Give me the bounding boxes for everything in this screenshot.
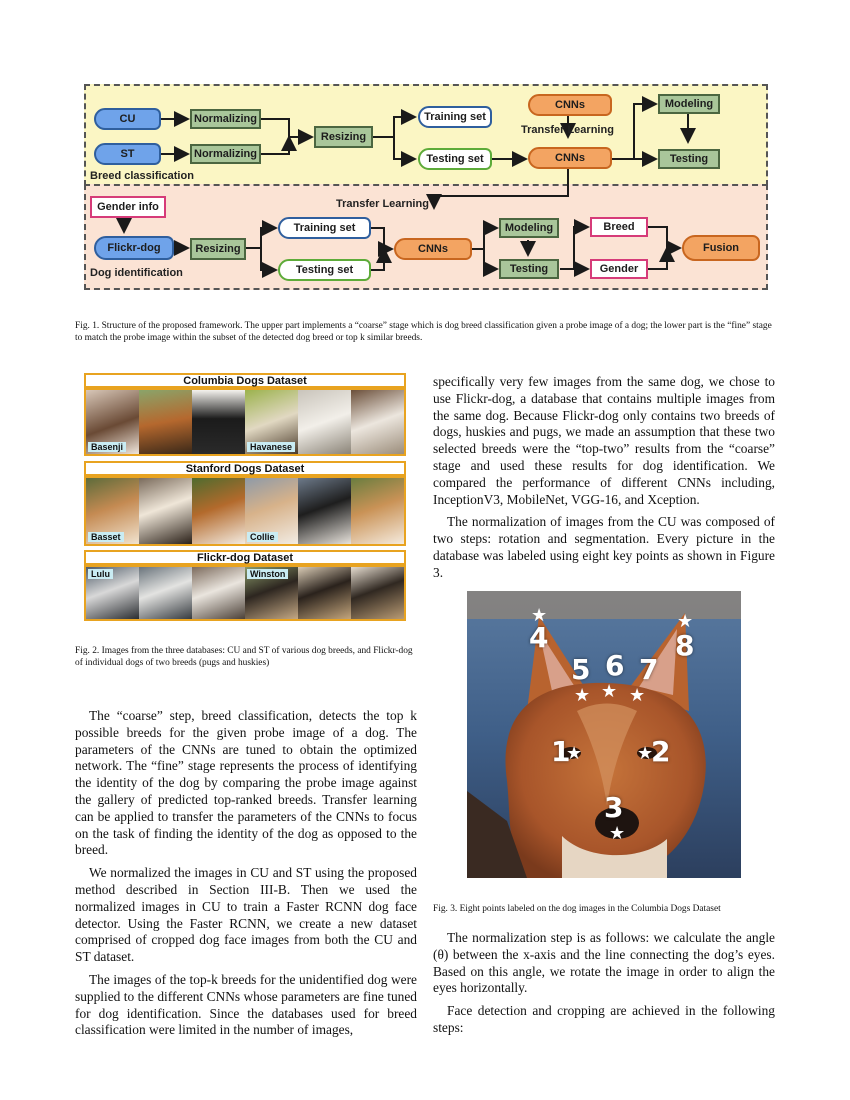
dog-photo (351, 390, 404, 454)
paragraph: The images of the top-k breeds for the unidentified dog were supplied to the different CNNs whose parameters are fine tuned for dog identification. Since the databases used for breed classification were limited in the number of images, (75, 971, 417, 1038)
paragraph: The normalization of images from the CU was composed of two steps: rotation and segmentation. Every picture in the database was labeled using eight key points as shown in Figure 3. (433, 514, 775, 580)
dog-photo (298, 390, 351, 454)
fig2-caption: Fig. 2. Images from the three databases: CU and ST of various dog breeds, and Flickr-dog of individual dogs of two breeds (pugs and huskies) (75, 646, 413, 668)
dog-photo (351, 567, 404, 619)
testing-top-node (658, 149, 720, 169)
star-icon: ★ (609, 823, 626, 844)
training-set-label: Training set (424, 111, 486, 123)
basenji-label: Basenji (88, 442, 126, 452)
havanese-label: Havanese (247, 442, 295, 452)
keypoint-2-label: 2 (651, 735, 671, 768)
breed-classification-label: Breed classification (90, 170, 194, 182)
keypoint-7-label: 7 (639, 653, 659, 686)
st-dataset-node (94, 143, 161, 165)
columbia-title: Columbia Dogs Dataset (84, 373, 406, 388)
keypoint-3-label: 3 (604, 791, 624, 824)
star-icon: ★ (574, 685, 591, 706)
keypoint-5-label: 5 (571, 653, 591, 686)
testing-label: Testing (669, 153, 709, 165)
flickr-images (84, 565, 406, 621)
dog-photo (351, 478, 404, 544)
star-icon: ★ (637, 743, 654, 764)
left-column (75, 708, 417, 1039)
dog-face-illustration (467, 591, 741, 878)
modeling-label: Modeling (504, 222, 554, 234)
datasets-figure (84, 373, 406, 621)
dog-photo (245, 390, 298, 454)
testing-set-label: Testing set (295, 264, 354, 276)
star-icon: ★ (677, 611, 694, 632)
basset-label: Basset (88, 532, 124, 542)
dog-photo (86, 567, 139, 619)
breed-node (590, 217, 648, 237)
paragraph: We normalized the images in CU and ST using the proposed method described in Section III-B. Then we used the normalized images in CU to train a Faster RCNN dog face detector. Using the Faster RCNN, we create a new dataset comprised of cropped dog face images from both the CU and ST dataset. (75, 865, 417, 965)
star-icon: ★ (629, 685, 646, 706)
flickr-title: Flickr-dog Dataset (84, 550, 406, 565)
dog-photo (139, 567, 192, 619)
dog-photo (298, 567, 351, 619)
keypoint-1-label: 1 (551, 735, 571, 768)
resizing-label: Resizing (320, 131, 367, 143)
stanford-title: Stanford Dogs Dataset (84, 461, 406, 476)
keypoints-figure (467, 591, 741, 878)
training-set-bottom-node (278, 217, 371, 239)
dog-photo (192, 390, 245, 454)
flickr-dog-label: Flickr-dog (107, 242, 161, 254)
dog-photo (245, 478, 298, 544)
dog-photo (298, 478, 351, 544)
transfer-learning-top-label: Transfer Learning (521, 124, 614, 136)
normalizing-label: Normalizing (194, 148, 257, 160)
dog-photo (245, 567, 298, 619)
dog-photo (86, 478, 139, 544)
gender-node (590, 259, 648, 279)
st-label: ST (120, 148, 135, 160)
dog-photo (139, 390, 192, 454)
dog-photo (139, 478, 192, 544)
flickr-dog-dataset-node (94, 236, 174, 260)
gender-info-node (90, 196, 166, 218)
paragraph: The “coarse” step, breed classification, detects the top k possible breeds for the given probe image of a dog. The parameters of the CNNs are tuned to obtain the optimized network. The “fine” stage represents the process of identifying the identity of the dog by comparing the probe image against the gallery of predicted top-ranked breeds. Transfer learning can be applied to transfer the parameters of the CNNs to focus on the task of finding the identity of the dog as opposed to the breed. (75, 708, 417, 858)
fusion-label: Fusion (702, 242, 740, 254)
normalizing-st-node (190, 144, 261, 164)
dog-photo (192, 478, 245, 544)
normalizing-cu-node (190, 109, 261, 129)
collie-label: Collie (247, 532, 278, 542)
cnns-breed-node (528, 147, 612, 169)
resizing-label: Resizing (195, 243, 241, 255)
modeling-top-node (658, 94, 720, 114)
testing-set-top-node (418, 148, 492, 170)
right-column-top (433, 374, 775, 582)
cnns-label: CNNs (555, 152, 585, 164)
cnns-identification-node (394, 238, 472, 260)
stanford-images (84, 476, 406, 546)
cnns-label: CNNs (555, 99, 585, 111)
training-set-top-node (418, 106, 492, 128)
testing-label: Testing (509, 263, 549, 275)
star-icon: ★ (601, 681, 618, 702)
lulu-label: Lulu (88, 569, 113, 579)
star-icon: ★ (566, 743, 583, 764)
keypoint-4-label: 4 (529, 621, 549, 654)
modeling-label: Modeling (664, 98, 714, 110)
cnns-label: CNNs (418, 243, 448, 255)
normalizing-label: Normalizing (194, 113, 257, 125)
paragraph: specifically very few images from the same dog, we chose to use Flickr-dog, a database that contains multiple images from the same dog. Because Flickr-dog only contains two breeds of dogs, huskies and pugs, we made an assumption that these two selected breeds were the “top-two” results from the “coarse” stage and used these results for dog identification. We compared the performance of different CNNs including, InceptionV3, MobileNet, VGG-16, and Xception. (433, 374, 775, 507)
dog-photo (192, 567, 245, 619)
fig3-caption: Fig. 3. Eight points labeled on the dog images in the Columbia Dogs Dataset (433, 904, 721, 914)
testing-set-bottom-node (278, 259, 371, 281)
fig1-caption: Fig. 1. Structure of the proposed framework. The upper part implements a “coarse” stage which is dog breed classification given a probe image of a dog; the lower part is the “fine” stage to match the probe image within the subset of the detected dog breed or top k similar breeds. (75, 321, 772, 343)
cnns-pretrained-node (528, 94, 612, 116)
testing-bottom-node (499, 259, 559, 279)
paragraph: The normalization step is as follows: we calculate the angle (θ) between the x-axis and the line connecting the dog’s eyes. Based on this angle, we rotate the image in order to align the eyes horizontally. (433, 930, 775, 996)
training-set-label: Training set (293, 222, 356, 234)
modeling-bottom-node (499, 218, 559, 238)
winston-label: Winston (247, 569, 288, 579)
resizing-top-node (314, 126, 373, 148)
columbia-images (84, 388, 406, 456)
gender-label: Gender (599, 263, 639, 275)
dog-identification-label: Dog identification (90, 267, 183, 279)
framework-figure (84, 84, 766, 288)
paragraph: Face detection and cropping are achieved in the following steps: (433, 1003, 775, 1035)
transfer-learning-bottom-label: Transfer Learning (336, 198, 429, 210)
keypoint-6-label: 6 (605, 649, 625, 682)
testing-set-label: Testing set (426, 153, 484, 165)
cu-label: CU (119, 113, 136, 125)
gender-info-label: Gender info (97, 201, 159, 213)
breed-label: Breed (603, 221, 635, 233)
star-icon: ★ (531, 605, 548, 626)
resizing-bottom-node (190, 238, 246, 260)
fusion-node (682, 235, 760, 261)
cu-dataset-node (94, 108, 161, 130)
keypoint-8-label: 8 (675, 629, 695, 662)
dog-photo (86, 390, 139, 454)
right-column-bottom (433, 930, 775, 1037)
